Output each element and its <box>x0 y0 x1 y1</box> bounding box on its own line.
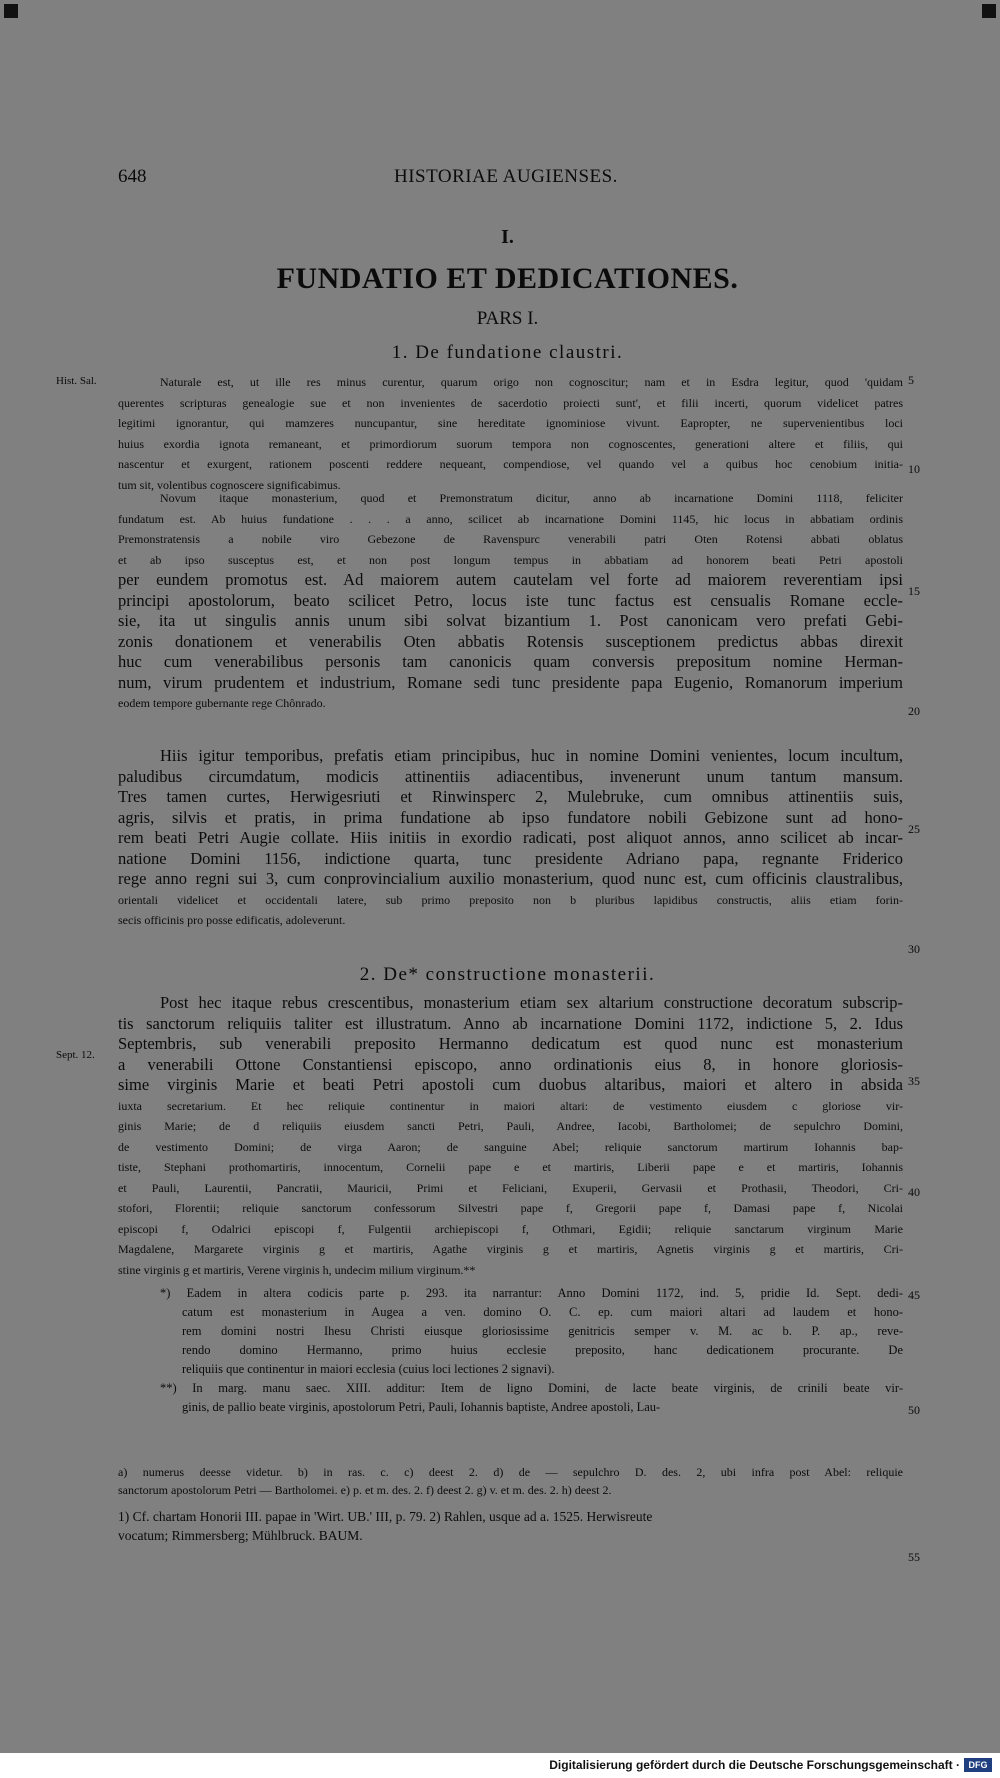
margin-note-sept-12: Sept. 12. <box>56 1049 95 1061</box>
text-line: querentes scripturas genealogie sue et non invenientes de sacerdotio proiecti sunt', et filii incerti, quorum videlicet patres <box>118 395 903 410</box>
text-line: de vestimento Domini; de virga Aaron; de sanguine Abel; reliquie sanctorum martirum Iohannis bap- <box>118 1139 903 1154</box>
footnote-line: ginis, de pallio beate virginis, apostolorum Petri, Pauli, Iohannis baptiste, Andree apostoli, Lau- <box>182 1400 661 1414</box>
text-line: iuxta secretarium. Et hec reliquie continentur in maiori altari: de vestimento eiusdem c gloriose vir- <box>118 1098 903 1113</box>
text-line: fundatum est. Ab huius fundatione . . . a anno, scilicet ab incarnatione Domini 1145, hic locus in abbatiam ordinis <box>118 511 903 526</box>
line-number: 25 <box>908 822 920 836</box>
editorial-footnotes <box>160 1284 903 1417</box>
text-line: et Pauli, Laurentii, Pancratii, Mauricii, Primi et Feliciani, Exuperii, Gervasii et Prothasii, Theodori, Cri- <box>118 1180 903 1195</box>
footer-credit: Digitalisierung gefördert durch die Deutsche Forschungsgemeinschaft · <box>549 1758 960 1772</box>
text-line: per eundem promotus est. Ad maiorem autem cautelam vel forte ad maiorem reverentiam ipsi <box>118 570 903 589</box>
margin-note-hist-sal: Hist. Sal. <box>56 375 97 387</box>
text-line: num, virum prudentem et industrium, Romane sedi tunc presidente papa Eugenio, Romanorum imperium <box>118 672 903 692</box>
text-line: orientali videlicet et occidentali latere, sub primo preposito non b pluribus lapidibus constructis, aliis etiam forin- <box>118 892 903 907</box>
section-1-paragraph-2 <box>118 488 903 714</box>
footnote-line: catum est monasterium in Augea a ven. domino O. C. ep. cum maiori altari ad laudem et hono- <box>182 1305 903 1319</box>
dfg-logo: DFG <box>964 1758 992 1772</box>
line-number: 45 <box>908 1288 920 1302</box>
line-number: 50 <box>908 1403 920 1417</box>
text-line: Septembris, sub venerabili preposito Hermanno dedicatum est quod nunc est monasterium <box>118 1034 903 1053</box>
line-number: 5 <box>908 373 914 387</box>
text-line: Hiis igitur temporibus, prefatis etiam principibus, huc in nomine Domini venientes, locum incultum, <box>160 746 903 765</box>
chapter-roman-numeral: I. <box>501 226 514 248</box>
apparatus-line: a) numerus deesse videtur. b) in ras. c. c) deest 2. d) de — sepulchro D. des. 2, ubi infra post Abel: reliquie <box>118 1465 903 1479</box>
digitization-footer <box>0 1753 1000 1778</box>
text-line: zonis donationem et venerabilis Oten abbatis Rotensis susceptionem predictus abbas direxit <box>118 631 903 651</box>
text-line: Naturale est, ut ille res minus curentur, quarum origo non cognoscitur; nam et in Esdra legitur, quod 'quidam <box>160 375 903 389</box>
text-line: secis officinis pro posse edificatis, adoleverunt. <box>118 913 346 927</box>
line-number: 10 <box>908 462 920 476</box>
text-line: huius exordia ignota remaneant, et primordiorum suorum tempora non cognoscentes, generationi altere et filiis, qui <box>118 436 903 451</box>
text-line: Magdalene, Margarete virginis g et martiris, Agathe virginis g et martiris, Agnetis virginis g et martiris, Cri- <box>118 1242 903 1256</box>
critical-apparatus <box>118 1463 903 1499</box>
line-number: 15 <box>908 584 920 598</box>
text-line: rem beati Petri Augie collate. Hiis initiis in exordio radicati, post aliquot annos, anno scilicet ab incar- <box>118 828 903 847</box>
text-line: legitimi ignorantur, qui mamzeres nuncupantur, sine hereditate ignominiose vivunt. Eapropter, ne supervenientibus loci <box>118 416 903 430</box>
text-line: tum sit, volentibus cognoscere significabimus. <box>118 477 341 492</box>
text-line: sime virginis Marie et beati Petri apostoli cum duobus altaribus, maiori et altero in absida <box>118 1075 903 1094</box>
line-number: 30 <box>908 942 920 956</box>
line-number: 40 <box>908 1185 920 1199</box>
section-2-title: 2. De* constructione monasterii. <box>359 964 656 985</box>
section-2-paragraph-1 <box>118 993 903 1280</box>
text-line: natione Domini 1156, indictione quarta, tunc presidente Adriano papa, regnante Friderico <box>118 848 903 868</box>
section-1-title: 1. De fundatione claustri. <box>391 342 624 363</box>
text-line: Post hec itaque rebus crescentibus, monasterium etiam sex altarium constructione decoratum subscrip- <box>160 993 903 1012</box>
footnote-line: rendo domino Hermanno, primo huius ecclesie preposito, hanc dedicationem procurante. De <box>182 1343 903 1357</box>
source-notes <box>118 1507 903 1545</box>
text-line: agris, silvis et pratis, in prima fundatione ab ipso fundatore nobili Gebizone sunt ad hono- <box>118 807 903 827</box>
line-number: 35 <box>908 1074 920 1088</box>
text-line: rege anno regni sui 3, cum conprovincialium auxilio monasterium, quod nunc est, cum officinis claustralibus, <box>118 869 903 888</box>
footnote-line: **) In marg. manu saec. XIII. additur: Item de ligno Domini, de lacte beate virginis, de crinili beate vir- <box>160 1381 903 1395</box>
text-line: paludibus circumdatum, modicis attinentiis adiacentibus, invenerunt unum tantum mansum. <box>118 766 903 786</box>
section-1-paragraph-3 <box>118 746 903 931</box>
scan-corner-mark <box>4 4 18 18</box>
source-note-line: 1) Cf. chartam Honorii III. papae in 'Wirt. UB.' III, p. 79. 2) Rahlen, usque ad a. 1525. Herwisreute <box>118 1509 653 1524</box>
running-title: HISTORIAE AUGIENSES. <box>394 166 618 187</box>
text-line: sie, ita ut singulis annis unum sibi solvat bizantium 1. Post canonicam vero prefati Gebi- <box>118 611 903 630</box>
line-number: 20 <box>908 704 920 718</box>
pars-heading: PARS I. <box>476 308 539 329</box>
source-note-line: vocatum; Rimmersberg; Mühlbruck. BAUM. <box>118 1528 363 1543</box>
text-line: tiste, Stephani prothomartiris, innocentum, Cornelii pape e et martiris, Liberii pape e et martiris, Iohannis <box>118 1160 903 1174</box>
apparatus-line: sanctorum apostolorum Petri — Bartholomei. e) p. et m. des. 2. f) deest 2. g) v. et m. des. 2. h) deest 2. <box>118 1483 612 1497</box>
scan-corner-mark <box>982 4 996 18</box>
text-line: ginis Marie; de d reliquiis eiusdem sancti Petri, Pauli, Andree, Iacobi, Bartholomei; de sepulchro Domini, <box>118 1119 903 1133</box>
text-line: Novum itaque monasterium, quod et Premonstratum dicitur, anno ab incarnatione Domini 1118, feliciter <box>160 491 903 505</box>
footnote-line: *) Eadem in altera codicis parte p. 293. ita narrantur: Anno Domini 1172, ind. 5, pridie Id. Sept. dedi- <box>160 1286 903 1300</box>
text-line: principi apostolorum, beato scilicet Petro, locus iste tunc factus est censualis Romane eccle- <box>118 590 903 610</box>
text-line: eodem tempore gubernante rege Chônrado. <box>118 696 326 710</box>
text-line: stine virginis g et martiris, Verene virginis h, undecim milium virginum.** <box>118 1262 476 1277</box>
text-line: episcopi f, Odalrici episcopi f, Fulgentii archiepiscopi f, Othmari, Egidii; reliquie sanctarum virginum Marie <box>118 1221 903 1236</box>
footnote-line: rem domini nostri Ihesu Christi eiusque gloriosissime genitricis semper v. M. ac b. P. ap., reve- <box>182 1324 903 1338</box>
line-number: 55 <box>908 1550 920 1564</box>
text-line: Tres tamen curtes, Herwigesriuti et Rinwinsperc 2, Mulebruke, cum omnibus attinentiis suis, <box>118 787 903 806</box>
text-line: a venerabili Ottone Constantiensi episcopo, anno ordinationis eius 8, in honore gloriosis- <box>118 1054 903 1074</box>
section-1-paragraph-1 <box>118 372 903 495</box>
chapter-title: FUNDATIO ET DEDICATIONES. <box>276 262 739 295</box>
page-number: 648 <box>118 166 147 187</box>
text-line: tis sanctorum reliquiis taliter est illustratum. Anno ab incarnatione Domini 1172, indictione 5, 2. Idus <box>118 1013 903 1033</box>
text-line: et ab ipso susceptus est, et non post longum tempus in abbatiam ad honorem beati Petri apostoli <box>118 552 903 567</box>
text-line: Premonstratensis a nobile viro Gebezone de Ravenspurc venerabili patri Oten Rotensi abbati oblatus <box>118 532 903 546</box>
text-line: stofori, Florentii; reliquie sanctorum confessorum Silvestri pape f, Gregorii pape f, Damasi pape f, Nicolai <box>118 1201 903 1215</box>
footnote-line: reliquiis que continentur in maiori ecclesia (cuius loci lectiones 2 signavi). <box>182 1362 555 1376</box>
text-line: nascentur et exurgent, rationem poscenti reddere nequeant, compendiose, vel quando vel a quibus hoc cenobium initia- <box>118 457 903 471</box>
text-line: huc cum venerabilibus personis tam canonicis quam conversis prepositum nomine Herman- <box>118 652 903 671</box>
